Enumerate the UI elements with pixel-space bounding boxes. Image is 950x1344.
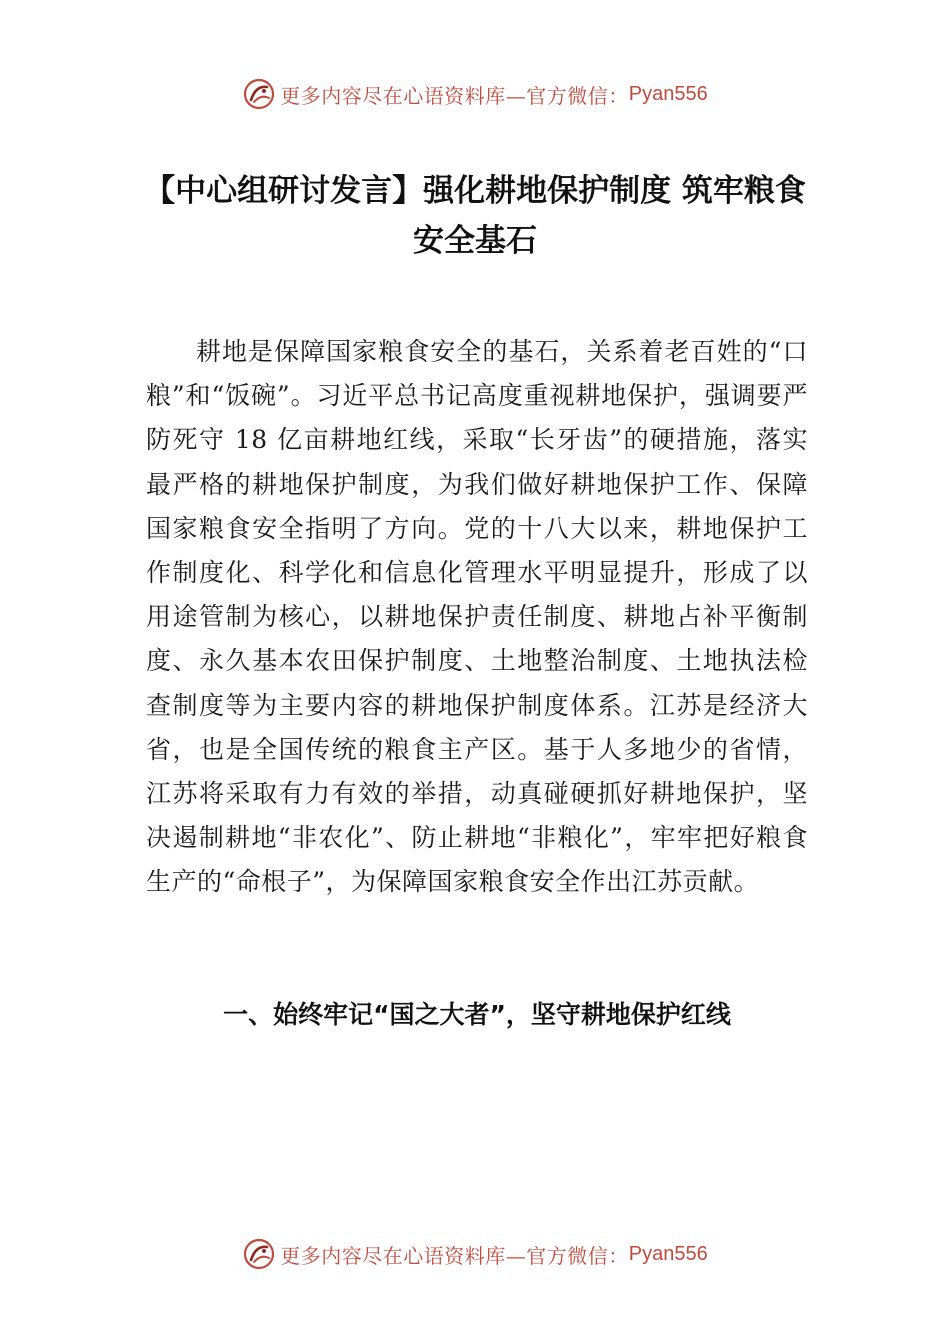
footer-banner <box>0 1232 950 1276</box>
banner-wechat-id: Pyan556 <box>628 1242 708 1265</box>
section-heading: 一、始终牢记“国之大者”，坚守耕地保护红线 <box>223 1000 731 1029</box>
calligraphy-seal-icon <box>242 1237 276 1271</box>
banner-wechat-id: Pyan556 <box>628 82 708 105</box>
banner-slogan: 更多内容尽在心语资料库 <box>280 83 506 108</box>
banner-slogan: 更多内容尽在心语资料库 <box>280 1243 506 1268</box>
calligraphy-seal-icon <box>242 77 276 111</box>
banner-contact-prefix: —官方微信： <box>505 83 629 108</box>
body-paragraph: 耕地是保障国家粮食安全的基石，关系着老百姓的“口粮”和“饭碗”。习近平总书记高度重视耕地保护，强调要严防死守 18 亿亩耕地红线，采取“长牙齿”的硬措施，落实最严格的耕地保护制度，为我们做好耕地保护工作、保障国家粮食安全指明了方向。党的十八大以来，耕地保护工作制度化、科学化和信息化管理水平明显提升，形成了以用途管制为核心，以耕地保护责任制度、耕地占补平衡制度、永久基本农田保护制度、土地整治制度、土地执法检查制度等为主要内容的耕地保护制度体系。江苏是经济大省，也是全国传统的粮食主产区。基于人多地少的省情，江苏将采取有力有效的举措，动真碰硬抓好耕地保护，坚决遏制耕地“非农化”、防止耕地“非粮化”，牢牢把好粮食生产的“命根子”，为保障国家粮食安全作出江苏贡献。 <box>146 337 808 897</box>
banner-contact-prefix: —官方微信： <box>505 1243 629 1268</box>
document-title: 【中心组研讨发言】强化耕地保护制度 筑牢粮食安全基石 <box>144 173 806 259</box>
header-banner <box>0 72 950 116</box>
